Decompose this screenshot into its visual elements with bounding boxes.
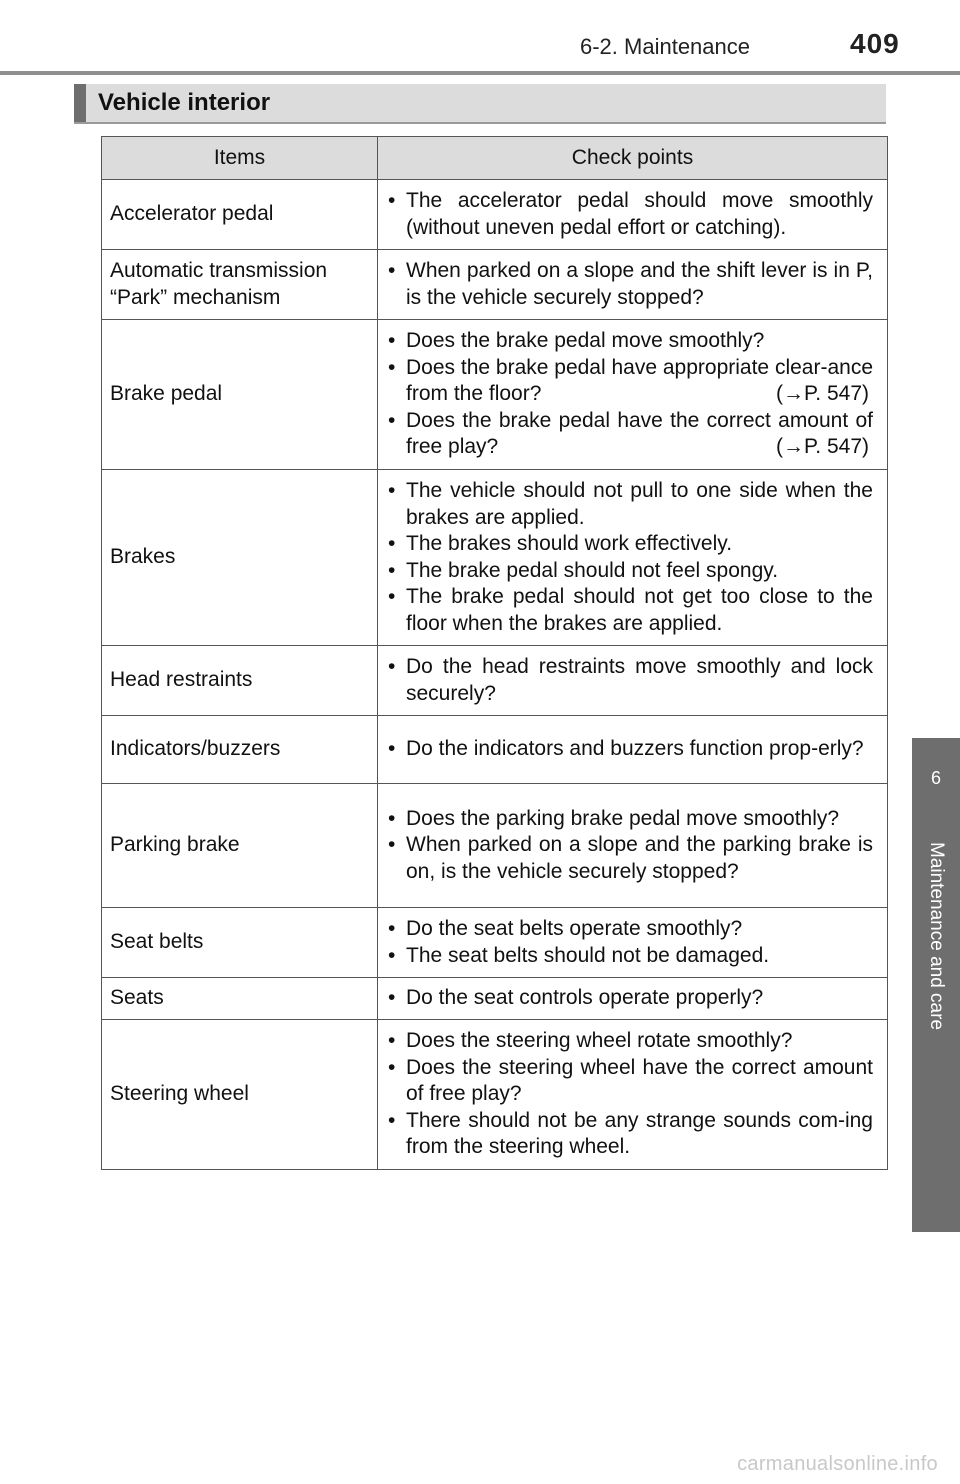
check-point <box>388 531 873 558</box>
check-point-text: Do the seat belts operate smoothly? <box>406 917 743 940</box>
item-name: Automatic transmission “Park” mechanism <box>102 250 378 320</box>
check-point-text: Do the indicators and buzzers function prop-erly? <box>406 737 864 761</box>
item-name: Seats <box>102 978 378 1020</box>
section-title-bar <box>74 84 886 122</box>
table-row <box>102 716 888 784</box>
header-rule <box>0 71 960 75</box>
check-points <box>378 1020 888 1170</box>
check-points <box>378 646 888 716</box>
check-point <box>388 806 873 833</box>
check-points <box>378 470 888 646</box>
check-points <box>378 250 888 320</box>
check-point <box>388 355 873 408</box>
table-row <box>102 784 888 908</box>
check-points <box>378 320 888 470</box>
table-row <box>102 320 888 470</box>
chapter-tab-label <box>912 830 960 1232</box>
page-reference-link[interactable]: (→P. 547) <box>776 435 869 459</box>
table-row <box>102 908 888 978</box>
table-row <box>102 646 888 716</box>
check-point <box>388 558 873 585</box>
check-points <box>378 784 888 908</box>
check-point-text: Does the parking brake pedal move smoothly? <box>406 806 840 830</box>
check-points <box>378 716 888 784</box>
check-point-text: The brake pedal should not feel spongy. <box>406 558 779 582</box>
chapter-title: Maintenance and care <box>926 842 947 1031</box>
item-name: Head restraints <box>102 646 378 716</box>
check-point-text: When parked on a slope and the shift lever is in P, is the vehicle securely stopped? <box>406 259 873 309</box>
inspection-table <box>101 136 888 1170</box>
check-point <box>388 584 873 637</box>
section-title: Vehicle interior <box>98 89 271 116</box>
item-name: Steering wheel <box>102 1020 378 1170</box>
check-point-text: The accelerator pedal should move smoothly (without uneven pedal effort or catching). <box>406 189 873 239</box>
check-point <box>388 478 873 531</box>
check-point-text: There should not be any strange sounds com-ing from the steering wheel. <box>406 1108 873 1159</box>
item-name: Brakes <box>102 470 378 646</box>
check-point-text: Does the steering wheel rotate smoothly? <box>406 1029 793 1053</box>
check-points <box>378 180 888 250</box>
check-point <box>388 654 873 707</box>
check-point <box>388 408 873 461</box>
item-name: Parking brake <box>102 784 378 908</box>
check-point-text: The brakes should work effectively. <box>406 532 733 555</box>
column-header-check-points: Check points <box>378 137 888 180</box>
check-point-text: The brake pedal should not get too close to the floor when the brakes are applied. <box>406 585 873 635</box>
check-point-text: When parked on a slope and the parking brake is on, is the vehicle securely stopped? <box>406 833 873 883</box>
table-row <box>102 978 888 1020</box>
section-header-label: 6-2. Maintenance <box>580 34 750 59</box>
table-row <box>102 250 888 320</box>
check-point-text: The vehicle should not pull to one side when the brakes are applied. <box>406 479 873 529</box>
check-point <box>388 985 873 1012</box>
watermark: carmanualsonline.info <box>737 1453 938 1475</box>
table-row <box>102 470 888 646</box>
chapter-number: 6 <box>930 768 941 788</box>
chapter-tab-number <box>912 738 960 830</box>
check-point-text: Does the brake pedal move smoothly? <box>406 329 765 353</box>
table-row <box>102 1020 888 1170</box>
check-point <box>388 832 873 885</box>
check-points <box>378 978 888 1020</box>
table-body <box>102 180 888 1170</box>
check-points <box>378 908 888 978</box>
item-name: Brake pedal <box>102 320 378 470</box>
check-point <box>388 736 873 763</box>
check-point <box>388 916 873 943</box>
section-title-accent <box>74 84 86 122</box>
table-header-row <box>102 137 888 180</box>
check-point <box>388 1028 873 1055</box>
section-title-rule <box>74 122 886 124</box>
check-point-text: Do the head restraints move smoothly and lock securely? <box>406 655 873 705</box>
page-reference-link[interactable]: (→P. 547) <box>776 382 869 406</box>
check-point-text: Does the brake pedal have the correct amount of free play? <box>406 408 873 459</box>
item-name: Accelerator pedal <box>102 180 378 250</box>
table-row <box>102 180 888 250</box>
check-point <box>388 258 873 311</box>
column-header-items: Items <box>102 137 378 180</box>
check-point <box>388 188 873 241</box>
check-point <box>388 1108 873 1161</box>
item-name: Indicators/buzzers <box>102 716 378 784</box>
check-point-text: Do the seat controls operate properly? <box>406 986 764 1010</box>
page-number: 409 <box>850 28 900 59</box>
check-point <box>388 1055 873 1108</box>
check-point-text: Does the steering wheel have the correct amount of free play? <box>406 1055 873 1106</box>
check-point <box>388 943 873 970</box>
item-name: Seat belts <box>102 908 378 978</box>
check-point-text: The seat belts should not be damaged. <box>406 943 770 967</box>
check-point <box>388 328 873 355</box>
check-point-text: Does the brake pedal have appropriate clear-ance from the floor? <box>406 355 873 406</box>
